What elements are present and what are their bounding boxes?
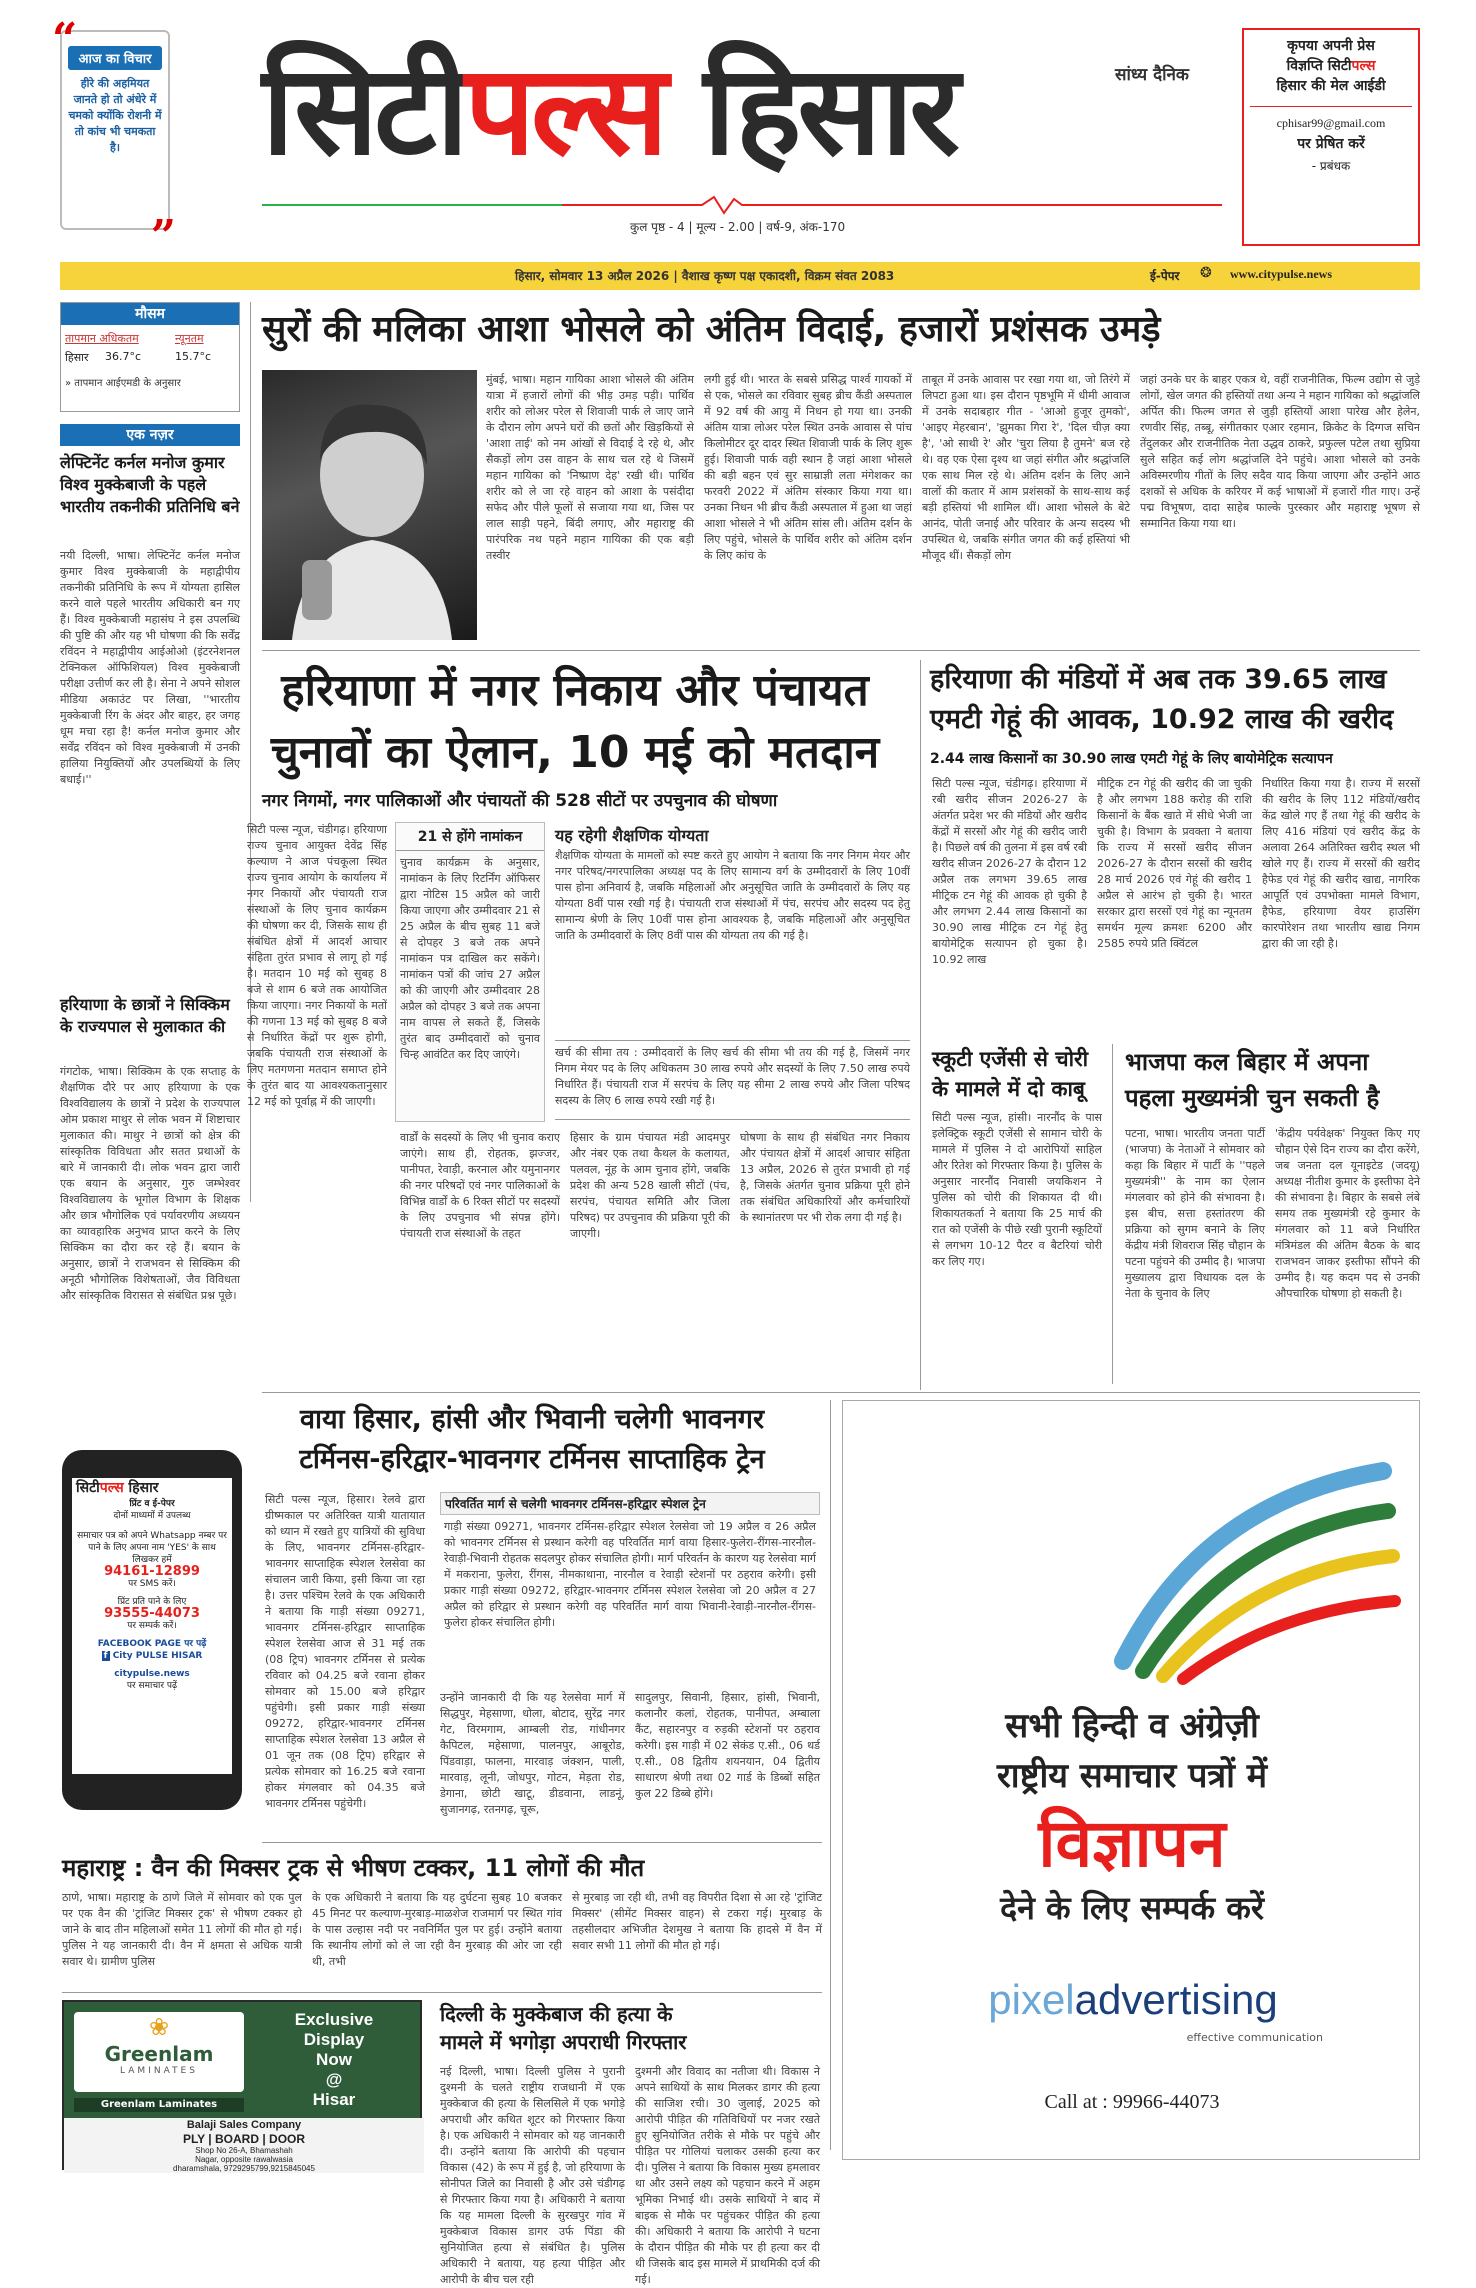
brush-strokes-icon <box>1103 1461 1403 1681</box>
dateline-bar <box>60 262 1420 290</box>
scooty-headline-1: स्कूटी एजेंसी से चोरी <box>932 1047 1089 1071</box>
election-headline-2: चुनावों का ऐलान, 10 मई को मतदान <box>270 727 880 778</box>
thought-box <box>52 14 176 262</box>
weather-min: 15.7°c <box>175 350 212 363</box>
ek-nazar-headline-2: हरियाणा के छात्रों ने सिक्किम के राज्यपाल से मुलाकात की <box>60 995 230 1036</box>
phone-logo: सिटीपल्स हिसार <box>76 1480 159 1496</box>
peacock-icon: ❀ <box>148 2013 170 2041</box>
pixel-brand-a: pixel <box>988 1976 1075 2023</box>
education-box-title: यह रहेगी शैक्षणिक योग्यता <box>555 826 709 845</box>
website-link[interactable]: www.citypulse.news <box>1230 267 1333 281</box>
logo-hisar: हिसार <box>664 39 957 183</box>
phone-line-1: प्रिंट व ई-पेपर <box>129 1499 175 1509</box>
delhi-col-1: नई दिल्ली, भाषा। दिल्ली पुलिस ने पुरानी दुश्मनी के चलते राष्ट्रीय राजधानी में एक मुक्केबाज की हत्या के सिलसिले में एक भगोड़े अपराधी और कथित शूटर को गिरफ्तार किया है। एक अधिकारी ने सोमवार को यह जानकारी दी। उन्होंने बताया कि आरोपी की पहचान विकास (42) के रूप में हुई है, जो हरियाणा के सोनीपत जिले का निवासी है और उसे चंडीगढ़ से गिरफ्तार किया गया है। अधिकारी ने बताया कि यह मामला दिल्ली के सुरखपुर गांव में मुक्केबाज विकास डागर उर्फ पिंडा की सुनियोजित हत्या से संबंधित है। पुलिस अधिकारी ने बताया, यह हत्या पीड़ित और आरोपी के बीच चल रही <box>440 2065 625 2286</box>
phone-site[interactable]: citypulse.news <box>114 1669 190 1679</box>
dateline-text: हिसार, सोमवार 13 अप्रैल 2026 | वैशाख कृष्ण पक्ष एकादशी, विक्रम संवत 2083 <box>515 269 895 283</box>
phone-ad <box>62 1450 242 1810</box>
train-headline-1: वाया हिसार, हांसी और भिवानी चलेगी भावनगर <box>300 1404 764 1435</box>
election-col-1: सिटी पल्स न्यूज, चंडीगढ़। हरियाणा राज्य चुनाव आयुक्त देवेंद्र सिंह कल्याण ने आज पंचकूला स्थित राज्य चुनाव आयोग के कार्यालय में नगर निकायों और पंचायती राज संस्थाओं के लिए चुनाव कार्यक्रम की घोषणा कर दी, जिसके साथ ही संबंधित क्षेत्रों में आदर्श आचार संहिता तुरंत प्रभाव से लागू हो गई है। मतदान 10 मई को सुबह 8 बजे से शाम 6 बजे तक आयोजित किया जाएगा। नगर निकायों के मतों की गणना 13 मई को सुबह 8 बजे से निर्धारित केंद्रों पर शुरू होगी, जबकि पंचायती राज संस्थाओं के लिए मतगणना मतदान समाप्त होने के तुरंत बाद या आवश्यकतानुसार 12 मई को पूर्वाह्न में की जाएगी। <box>247 823 387 1108</box>
nomination-box <box>395 822 545 1122</box>
globe-icon: ❂ <box>1200 265 1212 281</box>
masthead-logo <box>262 36 1222 186</box>
quote-icon: “ <box>52 14 78 65</box>
diversion-box-text: गाड़ी संख्या 09271, भावनगर टर्मिनस-हरिद्वार स्पेशल रेलसेवा जो 19 अप्रैल व 26 अप्रैल को भावनगर टर्मिनस से प्रस्थान करेगी वह परिवर्तित मार्ग वाया हिसार-फुलेरा-रींगस-नारनौल-रेवाड़ी-भिवानी रोहतक सदलपुर होकर संचालित होगी। मार्ग परिवर्तन के कारण यह रेलसेवा मार्ग में मकराना, फुलेरा, रींगस, नीमकाथाना, नारनौल व रेवाड़ी स्टेशनों पर ठहराव करेगी। इसी प्रकार गाड़ी संख्या 09272, हरिद्वार-भावनगर टर्मिनस स्पेशल रेलसेवा जो 20 अप्रैल व 27 अप्रैल को हरिद्वार से प्रस्थान करेगी वह परिवर्तित मार्ग वाया भिवानी-रेवाड़ी-नारनौल-रींगस-फुलेरा होकर संचालित होगी। <box>444 1520 816 1629</box>
election-col-4: घोषणा के साथ ही संबंधित नगर निकाय और पंचायत क्षेत्रों में आदर्श आचार संहिता 13 अप्रैल, 2026 से तुरंत प्रभावी हो गई है, जिसके अंतर्गत चुनाव प्रक्रिया पूरी होने तक संबंधित अधिकारियों और कर्मचारियों के स्थानांतरण पर भी रोक लगा दी गई है। <box>740 1131 910 1224</box>
greenlam-brand-sub: LAMINATES <box>120 2066 198 2076</box>
mandi-headline-2: एमटी गेहूं की आवक, 10.92 लाख की खरीद <box>930 704 1394 735</box>
thought-text: हीरे की अहमियत जानते हो तो अंधेरे में चमको क्योंकि रोशनी में तो कांच भी चमकता है। <box>68 77 162 154</box>
bjp-headline-2: पहला मुख्यमंत्री चुन सकती है <box>1125 1084 1380 1112</box>
weather-source: » तापमान आईएमडी के अनुसार <box>65 378 181 389</box>
greenlam-headline: Exclusive Display Now @ Hisar <box>294 2010 374 2109</box>
press-email[interactable]: cphisar99@gmail.com <box>1276 116 1386 130</box>
election-col-2: वार्डों के सदस्यों के लिए भी चुनाव कराए जाएंगे। साथ ही, रोहतक, झज्जर, पानीपत, रेवाड़ी, करनाल और यमुनानगर की नगर परिषदों एवं नगर पालिकाओं के विभिन्न वार्डों के 6 रिक्त सीटों पर सदस्यों के लिए उपचुनाव भी संपन्न होंगे। पंचायती राज संस्थाओं के तहत <box>400 1131 560 1240</box>
nomination-box-title: 21 से होंगे नामांकन <box>396 823 544 851</box>
truck-col-3: से मुरबाड़ जा रही थी, तभी वह विपरीत दिशा से आ रहे 'ट्रांजिट मिक्सर' (सीमेंट मिक्सर वाहन) से टकरा गई। मुरबाड़ के तहसीलदार अभिजीत देशमुख ने बताया कि हादसे में वैन में सवार सभी 11 लोगों की मौत हो गई। <box>572 1891 822 1952</box>
phone-line-2: दोनों माध्यमों में उपलब्ध <box>113 1511 191 1521</box>
expense-box-text: खर्च की सीमा तय : उम्मीदवारों के लिए खर्च की सीमा भी तय की गई है, जिसमें नगर निगम मेयर पद के लिए अधिकतम 30 लाख रुपये और सदस्यों के लिए 7.50 लाख रुपये निर्धारित हैं। पंचायती राज में सरपंच के लिए यह सीमा 2 लाख रुपये और जिला परिषद सदस्य के लिए 6 लाख रुपये रखी गई है। <box>555 1046 910 1107</box>
weather-box <box>60 302 240 412</box>
mandi-subheadline: 2.44 लाख किसानों का 30.90 लाख एमटी गेहूं के लिए बायोमेट्रिक सत्यापन <box>930 751 1333 767</box>
greenlam-brand: Greenlam <box>104 2042 214 2066</box>
election-headline-1: हरियाणा में नगर निकाय और पंचायत <box>281 665 869 716</box>
diversion-box <box>440 1492 820 1682</box>
phone-line-4: पर SMS करें। <box>128 1579 176 1589</box>
pixel-line-4: देने के लिए सम्पर्क करें <box>1000 1889 1264 1927</box>
train-col-3: सादुलपुर, सिवानी, हिसार, हांसी, भिवानी, कलानौर कलां, रोहतक, पानीपत, अम्बाला कैंट, सहारनपुर व रुड़की स्टेशनों पर ठहराव करेगी। इस गाड़ी में 02 सेकंड ए.सी., 06 थर्ड ए.सी., 08 द्वितीय शयनयान, 04 द्वितीय साधारण श्रेणी तथा 02 गार्ड के डिब्बों सहित कुल 22 डिब्बे होंगे। <box>635 1691 820 1800</box>
pixel-tagline: effective communication <box>1186 2031 1323 2044</box>
phone-line-6: पर सम्पर्क करें। <box>127 1621 177 1631</box>
greenlam-company: Balaji Sales Company PLY | BOARD | DOOR Shop No 26-A, Bhamashah Nagar, opposite rawalwasia dharamshala, 9729295799,9215845045 <box>64 2118 424 2173</box>
train-col-2: उन्होंने जानकारी दी कि यह रेलसेवा मार्ग में सिद्धपुर, मेहसाणा, धोला, बोटाद, सुरेंद्र नगर गेट, विरमगाम, आम्बली रोड, गांधीनगर कैपिटल, महेसाणा, पालनपुर, आबूरोड, पिंडवाड़ा, फालना, मारवाड़ जंक्शन, पाली, मारवाड़, लूनी, जोधपुर, गोटन, मेड़ता रोड, डेगाना, छोटी खाटू, डीडवाना, लाडनूं, सुजानगढ़, रतनगढ़, चूरू, <box>440 1691 625 1816</box>
bjp-headline-1: भाजपा कल बिहार में अपना <box>1125 1048 1369 1076</box>
delhi-headline-1: दिल्ली के मुक्केबाज की हत्या के <box>440 2002 673 2026</box>
pixel-line-2: राष्ट्रीय समाचार पत्रों में <box>996 1756 1268 1796</box>
lead-headline: सुरों की मलिका आशा भोसले को अंतिम विदाई, हजारों प्रशंसक उमड़े <box>262 309 1161 350</box>
greenlam-ad[interactable] <box>62 2000 422 2173</box>
bjp-col-1: पटना, भाषा। भारतीय जनता पार्टी (भाजपा) के नेताओं ने सोमवार को कहा कि बिहार में पार्टी के ''पहले मुख्यमंत्री'' के नाम का ऐलान मंगलवार को होने की संभावना है। इस बीच, सत्ता हस्तांतरण की प्रक्रिया को सुगम बनाने के लिए केंद्रीय मंत्री शिवराज सिंह चौहान के पटना पहुंचने की उम्मीद है। भाजपा मुख्यालय द्वारा विधायक दल के नेता के चुनाव के लिए <box>1125 1127 1265 1300</box>
lead-col-4: जहां उनके घर के बाहर एकत्र थे, वहीं राजनीतिक, फिल्म उद्योग से जुड़े लोगों, खेल जगत की हस्तियों तथा अन्य ने महान गायिका को श्रद्धांजलि अर्पित की। फिल्म जगत से जुड़ी हस्तियों आशा पारेख और हेलेन, रणवीर सिंह, तब्बू, संगीतकार एआर रहमान, क्रिकेट के दिग्गज सचिन तेंदुलकर और राजनीतिक नेता उद्धव ठाकरे, प्रफुल्ल पटेल तथा सुप्रिया सुले सहित कई लोग श्रद्धांजलि देने पहुंचे। आशा भोसले को उनके अविस्मरणीय गीतों के लिए सदैव याद किया जाएगा और उन्होंने आठ दशकों से अधिक के करियर में कई भाषाओं में हजारों गीत गाए। उन्हें पद्म विभूषण, दादा साहेब फाल्के पुरस्कार और महाराष्ट्र भूषण से सम्मानित किया गया था। <box>1140 373 1420 530</box>
weather-max: 36.7°c <box>105 350 142 363</box>
mandi-headline-1: हरियाणा की मंडियों में अब तक 39.65 लाख <box>930 664 1387 695</box>
press-release-box <box>1242 28 1420 246</box>
education-box <box>555 822 910 1032</box>
scooty-body: सिटी पल्स न्यूज, हांसी। नारनौंद के पास इलेक्ट्रिक स्कूटी एजेंसी से सामान चोरी के मामले में पुलिस ने दो आरोपियों साहिल और रितेश को गिरफ्तार किया है। पुलिस के अनुसार नारनौंद निवासी जयकिशन ने पुलिस को चोरी की शिकायत दी थी। शिकायतकर्ता ने बताया कि 25 मार्च की रात को एजेंसी के पीछे रखी पुरानी स्कूटियों से लगभग 10-12 पैटर व बैटरियां चोरी कर लिए गए। <box>932 1111 1102 1268</box>
mandi-col-1: सिटी पल्स न्यूज, चंडीगढ़। हरियाणा में रबी खरीद सीजन 2026-27 के अंतर्गत प्रदेश भर की मंडियों और खरीद केंद्रों में सरसों और गेहूं की खरीद जारी है। पिछले वर्ष की तुलना में इस वर्ष रबी खरीद सीजन 2026-27 के दौरान 12 अप्रैल तक लगभग 39.65 लाख मीट्रिक टन गेहूं की आवक हो चुकी है और लगभग 2.44 लाख किसानों का 30.90 लाख मीट्रिक टन गेहूं हेतु बायोमेट्रिक सत्यापन हो चुका है। 10.92 लाख <box>932 777 1087 966</box>
evening-daily: सांध्य दैनिक <box>1115 65 1189 85</box>
press-text-1: कृपया अपनी प्रेस <box>1287 38 1375 54</box>
phone-number-1[interactable]: 94161-12899 <box>104 1564 200 1579</box>
logo-pulse: पल्स <box>464 39 665 183</box>
election-subheadline: नगर निगमों, नगर पालिकाओं और पंचायतों की 528 सीटों पर उपचुनाव की घोषणा <box>262 791 778 811</box>
press-text-4: पर प्रेषित करें <box>1297 136 1365 152</box>
truck-col-1: ठाणे, भाषा। महाराष्ट्र के ठाणे जिले में सोमवार को एक पुल पर एक वैन की 'ट्रांजिट मिक्सर ट्रक' से भीषण टक्कर हो जाने के बाद तीन महिलाओं समेत 11 लोगों की मौत हो गई। पुलिस ने यह जानकारी दी। वैन में क्षमता से अधिक यात्री सवार थे। ग्रामीण पुलिस <box>62 1891 302 1968</box>
phone-fb-label: FACEBOOK PAGE पर पढ़ें <box>97 1639 207 1649</box>
train-col-1: सिटी पल्स न्यूज, हिसार। रेलवे द्वारा ग्रीष्मकाल पर अतिरिक्त यात्री यातायात को ध्यान में रखते हुए यात्रियों की सुविधा के लिए, भावनगर टर्मिनस-हरिद्वार-भावनगर साप्ताहिक स्पेशल रेलसेवा का संचालन जारी किया, इसी किया जा रहा है। उत्तर पश्चिम रेलवे के एक अधिकारी ने बताया कि गाड़ी संख्या 09271, भावनगर टर्मिनस-हरिद्वार साप्ताहिक स्पेशल रेलसेवा आज से 31 मई तक (08 ट्रिप) भावनगर टर्मिनस से प्रत्येक रविवार को 04.25 बजे रवाना होकर सोमवार को 15.00 बजे हरिद्वार पहुंचेगी। इसी प्रकार गाड़ी संख्या 09272, हरिद्वार-भावनगर टर्मिनस साप्ताहिक स्पेशल रेलसेवा 13 अप्रैल से 01 जून तक (08 ट्रिप) हरिद्वार से प्रत्येक सोमवार को 16.25 बजे रवाना होकर मंगलवार को 04.35 बजे भावनगर टर्मिनस पहुंचेगी। <box>265 1493 425 1810</box>
scooty-headline-2: के मामले में दो काबू <box>932 1077 1085 1101</box>
phone-line-3: समाचार पत्र को अपने Whatsapp नम्बर पर पाने के लिए अपना नाम 'YES' के साथ लिखकर हमें <box>77 1531 227 1565</box>
pixel-line-3: विज्ञापन <box>1038 1805 1226 1882</box>
ek-nazar-title: एक नज़र <box>60 424 240 446</box>
phone-line-5: प्रिंट प्रति पाने के लिए <box>117 1597 187 1607</box>
press-sign: - प्रबंधक <box>1311 159 1351 173</box>
nomination-box-text: चुनाव कार्यक्रम के अनुसार, नामांकन के लिए रिटर्निंग ऑफिसर द्वारा नोटिस 15 अप्रैल को जारी किया जाएगा और उम्मीदवार 21 से 25 अप्रैल के बीच सुबह 11 बजे से दोपहर 3 बजे तक अपने नामांकन पत्र दाखिल कर सकेंगे। नामांकन पत्रों की जांच 27 अप्रैल को की जाएगी और उम्मीदवार 28 अप्रैल को दोपहर 3 बजे तक अपना नाम वापस ले सकते हैं, जिसके तुरंत बाद उम्मीदवारों को चुनाव चिन्ह आवंटित कर दिए जाएंगे। <box>400 856 540 1061</box>
quote-close-icon: ” <box>150 211 176 262</box>
ek-nazar-body-1: नयी दिल्ली, भाषा। लेफ्टिनेंट कर्नल मनोज कुमार विश्व मुक्केबाजी के महाद्वीपीय तकनीकी प्रतिनिधि के रूप में योग्यता हासिल करने वाले पहले भारतीय अधिकारी बन गए हैं। विश्व मुक्केबाजी महासंघ ने इस उपलब्धि की पुष्टि की और यह भी घोषणा की कि सर्वेंद्र रविंदन ने महाद्वीपीय आईओओ (इंटरनेशनल टेक्निकल ऑफिशियल) विश्व मुक्केबाजी परीक्षा उत्तीर्ण कर ली है। सेना ने अपने सोशल मीडिया अकाउंट पर लिखा, ''भारतीय मुक्केबाजी रिंग के अंदर और बाहर, हर जगह धूम मचा रहा है! कर्नल मनोज कुमार और सर्वेंद्र रविंदन को विश्व मुक्केबाजी में उनकी हालिया नियुक्तियों और उपलब्धियों के लिए बधाई।'' <box>60 549 240 786</box>
lead-col-2: लगी हुई थी। भारत के सबसे प्रसिद्ध पार्श्व गायकों में से एक, भोसले का रविवार सुबह ब्रीच कैंडी अस्पताल में 92 वर्ष की आयु में निधन हो गया था। उनकी अंतिम यात्रा लोअर परेल स्थित उनके आवास से पांच किलोमीटर दूर दादर स्थित शिवाजी पार्क के लिए शुरू हुई। शिवाजी पार्क वही स्थान है जहां आशा भोसले की बड़ी बहन एवं सुर साम्राज्ञी लता मंगेशकर का फरवरी 2022 में अंतिम संस्कार किया गया था। उनका निधन भी ब्रीच कैंडी अस्पताल में हुआ था जहां आशा भोसले ने भी अंतिम सांस ली। अंतिम दर्शन के लिए पहुंचे, भोसले के पार्थिव शरीर को अंतिम दर्शन के लिए कांच के <box>704 373 912 562</box>
weather-col-max: तापमान अधिकतम <box>65 332 139 345</box>
phone-number-2[interactable]: 93555-44073 <box>104 1606 200 1621</box>
mandi-col-3: निर्धारित किया गया है। राज्य में सरसों की खरीद के लिए 112 मंडियों/खरीद केंद्र खोले गए हैं तथा गेहूं की खरीद के लिए 416 मंडियां एवं खरीद केंद्र के अलावा 264 अतिरिक्त खरीद स्थल भी खोले गए हैं। राज्य में सरसों की खरीद हैफेड एवं गेहूं की खरीद खाद्य, नागरिक आपूर्ति एवं उपभोक्ता मामले विभाग, हैफेड, हरियाणा वेयर हाउसिंग कारपोरेशन तथा भारतीय खाद्य निगम द्वारा की जा रही है। <box>1262 777 1420 950</box>
weather-city: हिसार <box>65 351 89 364</box>
greenlam-logo <box>74 2012 244 2092</box>
greenlam-banner: Greenlam Laminates <box>74 2098 244 2112</box>
ek-nazar-headline-1: लेफ्टिनेंट कर्नल मनोज कुमार विश्व मुक्केबाजी के पहले भारतीय तकनीकी प्रतिनिधि बने <box>60 453 240 516</box>
bjp-col-2: 'केंद्रीय पर्यवेक्षक' नियुक्त किए गए चौहान ऐसे दिन राज्य का दौरा करेंगे, जब जनता दल यूनाइटेड (जदयू) अध्यक्ष नीतीश कुमार के इस्तीफा देने की संभावना है। बिहार के सबसे लंबे समय तक मुख्यमंत्री रहे कुमार के मंगलवार को 11 बजे निर्धारित मंत्रिमंडल की अंतिम बैठक के बाद राजभवन जाकर इस्तीफा सौंपने की उम्मीद है। यह कदम पद से उनकी औपचारिक घोषणा हो सकती है। <box>1275 1127 1420 1300</box>
delhi-col-2: दुश्मनी और विवाद का नतीजा थी। विकास ने अपने साथियों के साथ मिलकर डागर की हत्या की साजिश रची। 30 जुलाई, 2025 को आरोपी पीड़ित की गतिविधियों पर नजर रखते हुए सुनियोजित तरीके से मौके पर पहुंचे और पीड़ित पर गोलियां चलाकर उसकी हत्या कर दी। पुलिस ने बताया कि विकास मुख्य हमलावर था और उसने लक्ष्य को पहचान करने में अहम भूमिका निभाई थी। उसके साथियों ने बाद में बाइक से मौके पर पहुंचकर पीड़ित की हत्या की। अधिकारी ने बताया कि आरोपी ने घटना के दौरान पीड़ित की मौके पर ही हत्या कर दी थी जिसके बाद इस मामले में प्राथमिकी दर्ज की गई। <box>635 2065 820 2286</box>
facebook-icon: f <box>103 1651 108 1661</box>
diversion-box-title: परिवर्तित मार्ग से चलेगी भावनगर टर्मिनस-हरिद्वार स्पेशल ट्रेन <box>440 1492 820 1515</box>
lead-col-1: मुंबई, भाषा। महान गायिका आशा भोसले की अंतिम यात्रा में हजारों लोगों की भीड़ उमड़ पड़ी। पार्थिव शरीर को लोअर परेल से शिवाजी पार्क ले जाए जाने के दौरान लोग अपने घरों की छतों और खिड़कियों से 'आशा ताई' को नम आंखों से विदाई दे रहे थे, और सैकड़ों लोग उस वाहन के साथ चल रहे थे जिसमें महान गायिका को 'निष्प्राण देह' रखी थी। पार्थिव शरीर को ले जा रहे वाहन को आशा के पसंदीदा सफेद और पीले फूलों से सजाया गया था, जिस पर लाल साड़ी पहने, बिंदी लगाए, और महाराष्ट्र की पारंपरिक नथ पहने महान गायिका की एक बड़ी तस्वीर <box>486 373 694 562</box>
press-text-3: हिसार की मेल आईडी <box>1276 78 1386 94</box>
truck-col-2: के एक अधिकारी ने बताया कि यह दुर्घटना सुबह 10 बजकर 45 मिनट पर कल्याण-मुरबाड़-माळशेज राजमार्ग पर स्थित गांव के पास उल्हास नदी पर नवनिर्मित पुल पर हुई। उन्होंने बताया कि स्थानीय लोगों को ले जा रही वैन मुरबाड़ की ओर जा रही थी, तभी <box>312 1891 562 1968</box>
logo-city: सिटी <box>262 39 465 183</box>
mandi-col-2: मीट्रिक टन गेहूं की खरीद की जा चुकी है और लगभग 188 करोड़ की राशि किसानों के बैंक खाते में सीधे भेजी जा चुकी है। विभाग के प्रवक्ता ने बताया कि राज्य में सरसों खरीद सीजन 2026-27 के दौरान सरसों की खरीद 28 मार्च 2026 एवं गेहूं की खरीद 1 अप्रैल से आरंभ हो चुकी है। भारत सरकार द्वारा सरसों एवं गेहूं का न्यूनतम समर्थन मूल्य क्रमशः 6200 और 2585 रुपये प्रति क्विंटल <box>1097 777 1252 950</box>
expense-box <box>555 1040 910 1120</box>
pixel-advertising-ad[interactable] <box>842 1400 1420 2160</box>
truck-headline: महाराष्ट्र : वैन की मिक्सर ट्रक से भीषण टक्कर, 11 लोगों की मौत <box>62 1854 645 1882</box>
pulse-line-icon <box>262 195 1222 215</box>
epaper-label: ई-पेपर <box>1150 269 1180 283</box>
weather-col-min: न्यूनतम <box>175 332 204 345</box>
pixel-brand-b: advertising <box>1074 1976 1278 2023</box>
issue-info: कुल पृष्ठ - 4 | मूल्य - 2.00 | वर्ष-9, अंक-170 <box>630 220 846 234</box>
asha-photo <box>262 370 477 640</box>
pixel-brand <box>903 1976 1363 2024</box>
delhi-headline-2: मामले में भगोड़ा अपराधी गिरफ्तार <box>440 2030 687 2054</box>
ek-nazar-body-2: गंगटोक, भाषा। सिक्किम के एक सप्ताह के शैक्षणिक दौरे पर आए हरियाणा के एक विश्वविद्यालय के छात्रों ने प्रदेश के राज्यपाल ओम प्रकाश माथुर से लोक भवन में शिष्टाचार मुलाकात की। माथुर ने छात्रों को क्षेत्र की सांस्कृतिक विविधता और सतत प्रथाओं के बारे में जानकारी दी। लोक भवन द्वारा जारी एक बयान के अनुसार, गुरु जम्भेश्वर विश्वविद्यालय के भूगोल विभाग के शिक्षक और छात्र भौगोलिक एवं पर्यावरणीय अध्ययन का व्यावहारिक अनुभव प्राप्त करने के लिए सिक्किम का दौरा कर रहे हैं। बयान के अनुसार, छात्रों ने राजभवन से सिक्किम की अनूठी भौगोलिक विशेषताओं, जैव विविधता और सांस्कृतिक विरासत से संबंधित प्रश्न पूछे। <box>60 1065 240 1302</box>
train-headline-2: टर्मिनस-हरिद्वार-भावनगर टर्मिनस साप्ताहिक ट्रेन <box>299 1444 765 1475</box>
phone-fb-page[interactable]: f City PULSE HISAR <box>103 1651 203 1661</box>
lead-col-3: ताबूत में उनके आवास पर रखा गया था, जो तिरंगे में लिपटा हुआ था। इस दौरान पृष्ठभूमि में धीमी आवाज में उनके सदाबहार गीत - 'आओ हुजूर तुमको', 'आइए मेहरबान', 'झुमका गिरा रे', 'दिल चीज़ क्या है', 'ओ साथी रे' और 'चुरा लिया है तुमने' बज रहे थे। वह एक ऐसा दृश्य था जहां संगीत और श्रद्धांजलि एक साथ मिल रहे थे। अंतिम दर्शन के लिए आने वालों की कतार में आम प्रशंसकों के साथ-साथ कई बड़ी हस्तियां भी शामिल थीं। आशा भोसले के बेटे आनंद, पोती जनाई और परिवार के अन्य सदस्य भी उपस्थित थे, जबकि संगीत जगत की कई हस्तियां भी मौजूद थीं। सैकड़ों लोग <box>922 373 1130 562</box>
pixel-call[interactable]: Call at : 99966-44073 <box>1044 2091 1220 2113</box>
pixel-line-1: सभी हिन्दी व अंग्रेज़ी <box>1005 1706 1259 1746</box>
election-col-3: हिसार के ग्राम पंचायत मंडी आदमपुर और नंबर एक तथा कैथल के कलायत, पलवल, नूंह के आम चुनाव होंगे, जबकि प्रदेश की अन्य 528 खाली सीटों (पंच, सरपंच, पंचायत समिति और जिला परिषद) पर उपचुनाव की प्रक्रिया पूरी की जाएगी। <box>570 1131 730 1240</box>
education-box-text: शैक्षणिक योग्यता के मामलों को स्पष्ट करते हुए आयोग ने बताया कि नगर निगम मेयर और नगर परिषद/नगरपालिका अध्यक्ष पद के लिए सामान्य वर्ग के उम्मीदवारों के लिए 10वीं पास होना अनिवार्य है, जबकि महिलाओं और अनुसूचित जाति के उम्मीदवारों के लिए यह योग्यता 8वीं पास रखी गई है। पंचायती राज संस्थाओं में पंच, सरपंच और सदस्य पद हेतु सामान्य श्रेणी के लिए 10वीं पास होना आवश्यक है, जबकि महिलाओं और अनुसूचित जाति के उम्मीदवारों के लिए 8वीं पास की योग्यता तय की गई है। <box>555 849 910 942</box>
thought-title: आज का विचार <box>68 46 162 70</box>
press-text-2: विज्ञप्ति सिटीपल्स <box>1286 58 1376 74</box>
phone-line-7: पर समाचार पढ़ें <box>126 1681 178 1691</box>
singer-silhouette-icon <box>262 370 477 640</box>
weather-title: मौसम <box>61 303 239 325</box>
